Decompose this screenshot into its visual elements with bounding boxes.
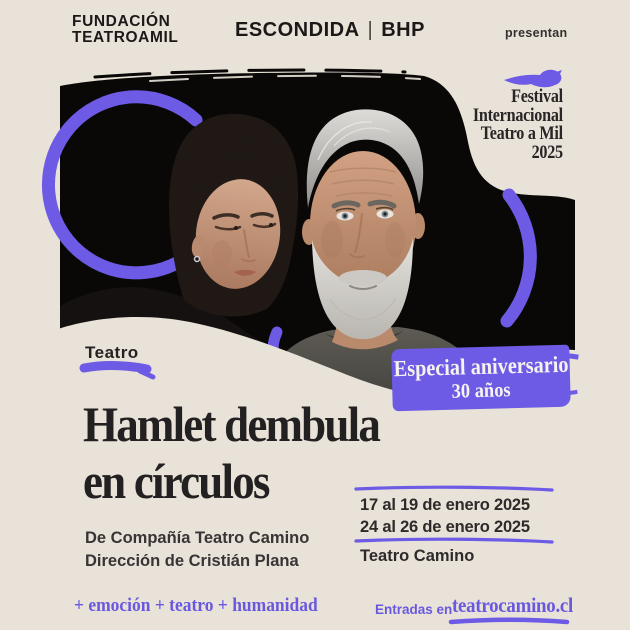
schedule-dates-line2: 24 al 26 de enero 2025 <box>360 517 530 536</box>
credits <box>85 527 309 572</box>
venue-label: Teatro Camino <box>360 547 475 565</box>
dates-rule-top <box>356 487 552 490</box>
anniversary-badge-line2: 30 años <box>451 379 512 403</box>
foundation-logo <box>72 14 178 45</box>
sponsor-logo <box>235 19 425 42</box>
festival-line1: Festival <box>511 86 563 107</box>
anniversary-badge <box>391 345 571 412</box>
sponsor-bhp: BHP <box>381 19 425 41</box>
schedule-dates <box>360 495 530 538</box>
foundation-logo-line2: TEATROAMIL <box>72 28 179 46</box>
festival-line2: Internacional <box>472 104 563 126</box>
anniversary-badge-line1: Especial aniversario <box>392 351 569 382</box>
show-title-line2: en círculos <box>83 453 269 509</box>
tickets-prefix: Entradas en <box>375 602 453 617</box>
category-label: Teatro <box>85 343 139 362</box>
schedule-dates-line1: 17 al 19 de enero 2025 <box>360 496 530 514</box>
show-title <box>83 396 379 510</box>
credits-director: Dirección de Cristián Plana <box>85 551 299 570</box>
presents-label: presentan <box>505 26 568 40</box>
dates-rule-bottom <box>356 539 552 542</box>
sponsor-separator: | <box>367 19 374 41</box>
festival-wordmark <box>473 88 563 162</box>
show-title-line1: Hamlet dembula <box>83 396 380 452</box>
foundation-logo-line1: FUNDACIÓN <box>72 13 171 30</box>
credits-company: De Compañía Teatro Camino <box>85 529 310 547</box>
tagline: + emoción + teatro + humanidad <box>74 595 318 616</box>
festival-line3: Teatro a Mil <box>480 123 563 144</box>
festival-line4: 2025 <box>531 141 563 163</box>
sponsor-escondida: ESCONDIDA <box>235 19 360 41</box>
tickets-site-link[interactable]: teatrocamino.cl <box>452 593 574 617</box>
tickets-underline <box>451 620 567 622</box>
category-underline <box>84 365 147 369</box>
